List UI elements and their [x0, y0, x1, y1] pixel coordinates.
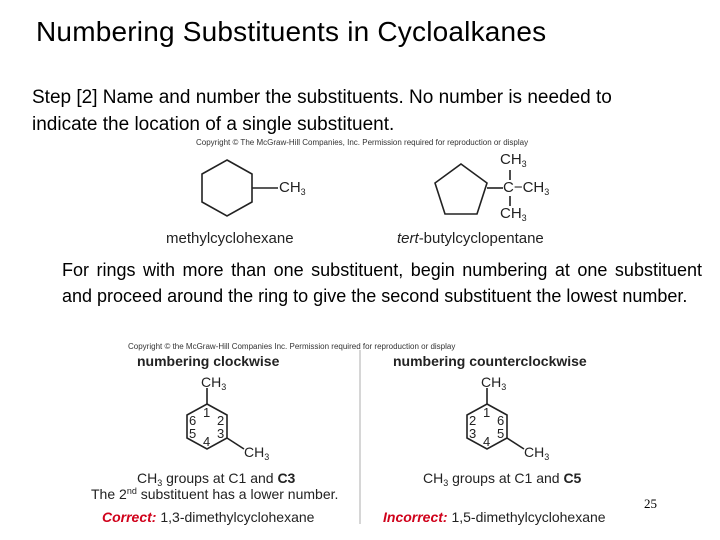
counterclockwise-num-4: 4	[483, 434, 491, 449]
clockwise-heading: numbering clockwise	[137, 353, 280, 369]
incorrect-name: Incorrect: 1,5-dimethylcyclohexane	[383, 509, 606, 525]
tbutyl-ch3-bottom: $CH_3$	[500, 205, 527, 223]
clockwise-ch3-bottom: $CH_3$	[244, 444, 270, 462]
methyl-group-label: $CH_3$	[279, 179, 306, 197]
tert-butylcyclopentane-name: tert-butylcyclopentane	[397, 230, 544, 247]
clockwise-caption-groups: $CH_3$ groups at C1 and C3	[137, 470, 296, 488]
slide-title: Numbering Substituents in Cycloalkanes	[36, 16, 547, 47]
counterclockwise-ch3-top: $CH_3$	[481, 374, 507, 392]
clockwise-num-3: 3	[217, 426, 225, 441]
cyclopentane-ring	[435, 164, 487, 214]
counterclockwise-num-2: 2	[469, 413, 477, 428]
methylcyclohexane-name: methylcyclohexane	[166, 230, 294, 247]
counterclockwise-caption-groups: $CH_3$ groups at C1 and C5	[423, 470, 582, 488]
counterclockwise-num-6: 6	[497, 413, 505, 428]
clockwise-num-6: 6	[189, 413, 197, 428]
clockwise-ch3-top: $CH_3$	[201, 374, 227, 392]
clockwise-caption-lower: The 2nd substituent has a lower number.	[91, 486, 339, 502]
counterclockwise-num-5: 5	[497, 426, 505, 441]
correct-name: Correct: 1,3-dimethylcyclohexane	[102, 509, 315, 525]
tbutyl-ch3-top: $CH_3$	[500, 151, 527, 169]
c3-methyl-bond-clockwise	[227, 438, 244, 449]
clockwise-num-2: 2	[217, 413, 225, 428]
multiple-substituents-text: For rings with more than one substituent, begin numbering at one substituent and proceed around the ring to give the second substituent the lowest number.	[62, 260, 702, 306]
cyclohexane-ring	[202, 160, 252, 216]
clockwise-num-1: 1	[203, 405, 211, 420]
clockwise-num-5: 5	[189, 426, 197, 441]
counterclockwise-heading: numbering counterclockwise	[393, 353, 587, 369]
tbutyl-ch3-right: $C-CH_3$	[503, 179, 550, 197]
page-number: 25	[644, 496, 657, 511]
copyright-notice-top: Copyright © The McGraw-Hill Companies, Inc. Permission required for reproduction or display	[196, 138, 529, 147]
step-2-text: Step [2] Name and number the substituents. No number is needed to indicate the location of a single substituent.	[32, 87, 612, 135]
c5-methyl-bond-counterclockwise	[507, 438, 524, 449]
counterclockwise-num-1: 1	[483, 405, 491, 420]
counterclockwise-ch3-bottom: $CH_3$	[524, 444, 550, 462]
copyright-notice-bottom: Copyright © the McGraw-Hill Companies Inc. Permission required for reproduction or display	[128, 342, 456, 351]
counterclockwise-num-3: 3	[469, 426, 477, 441]
clockwise-num-4: 4	[203, 434, 211, 449]
